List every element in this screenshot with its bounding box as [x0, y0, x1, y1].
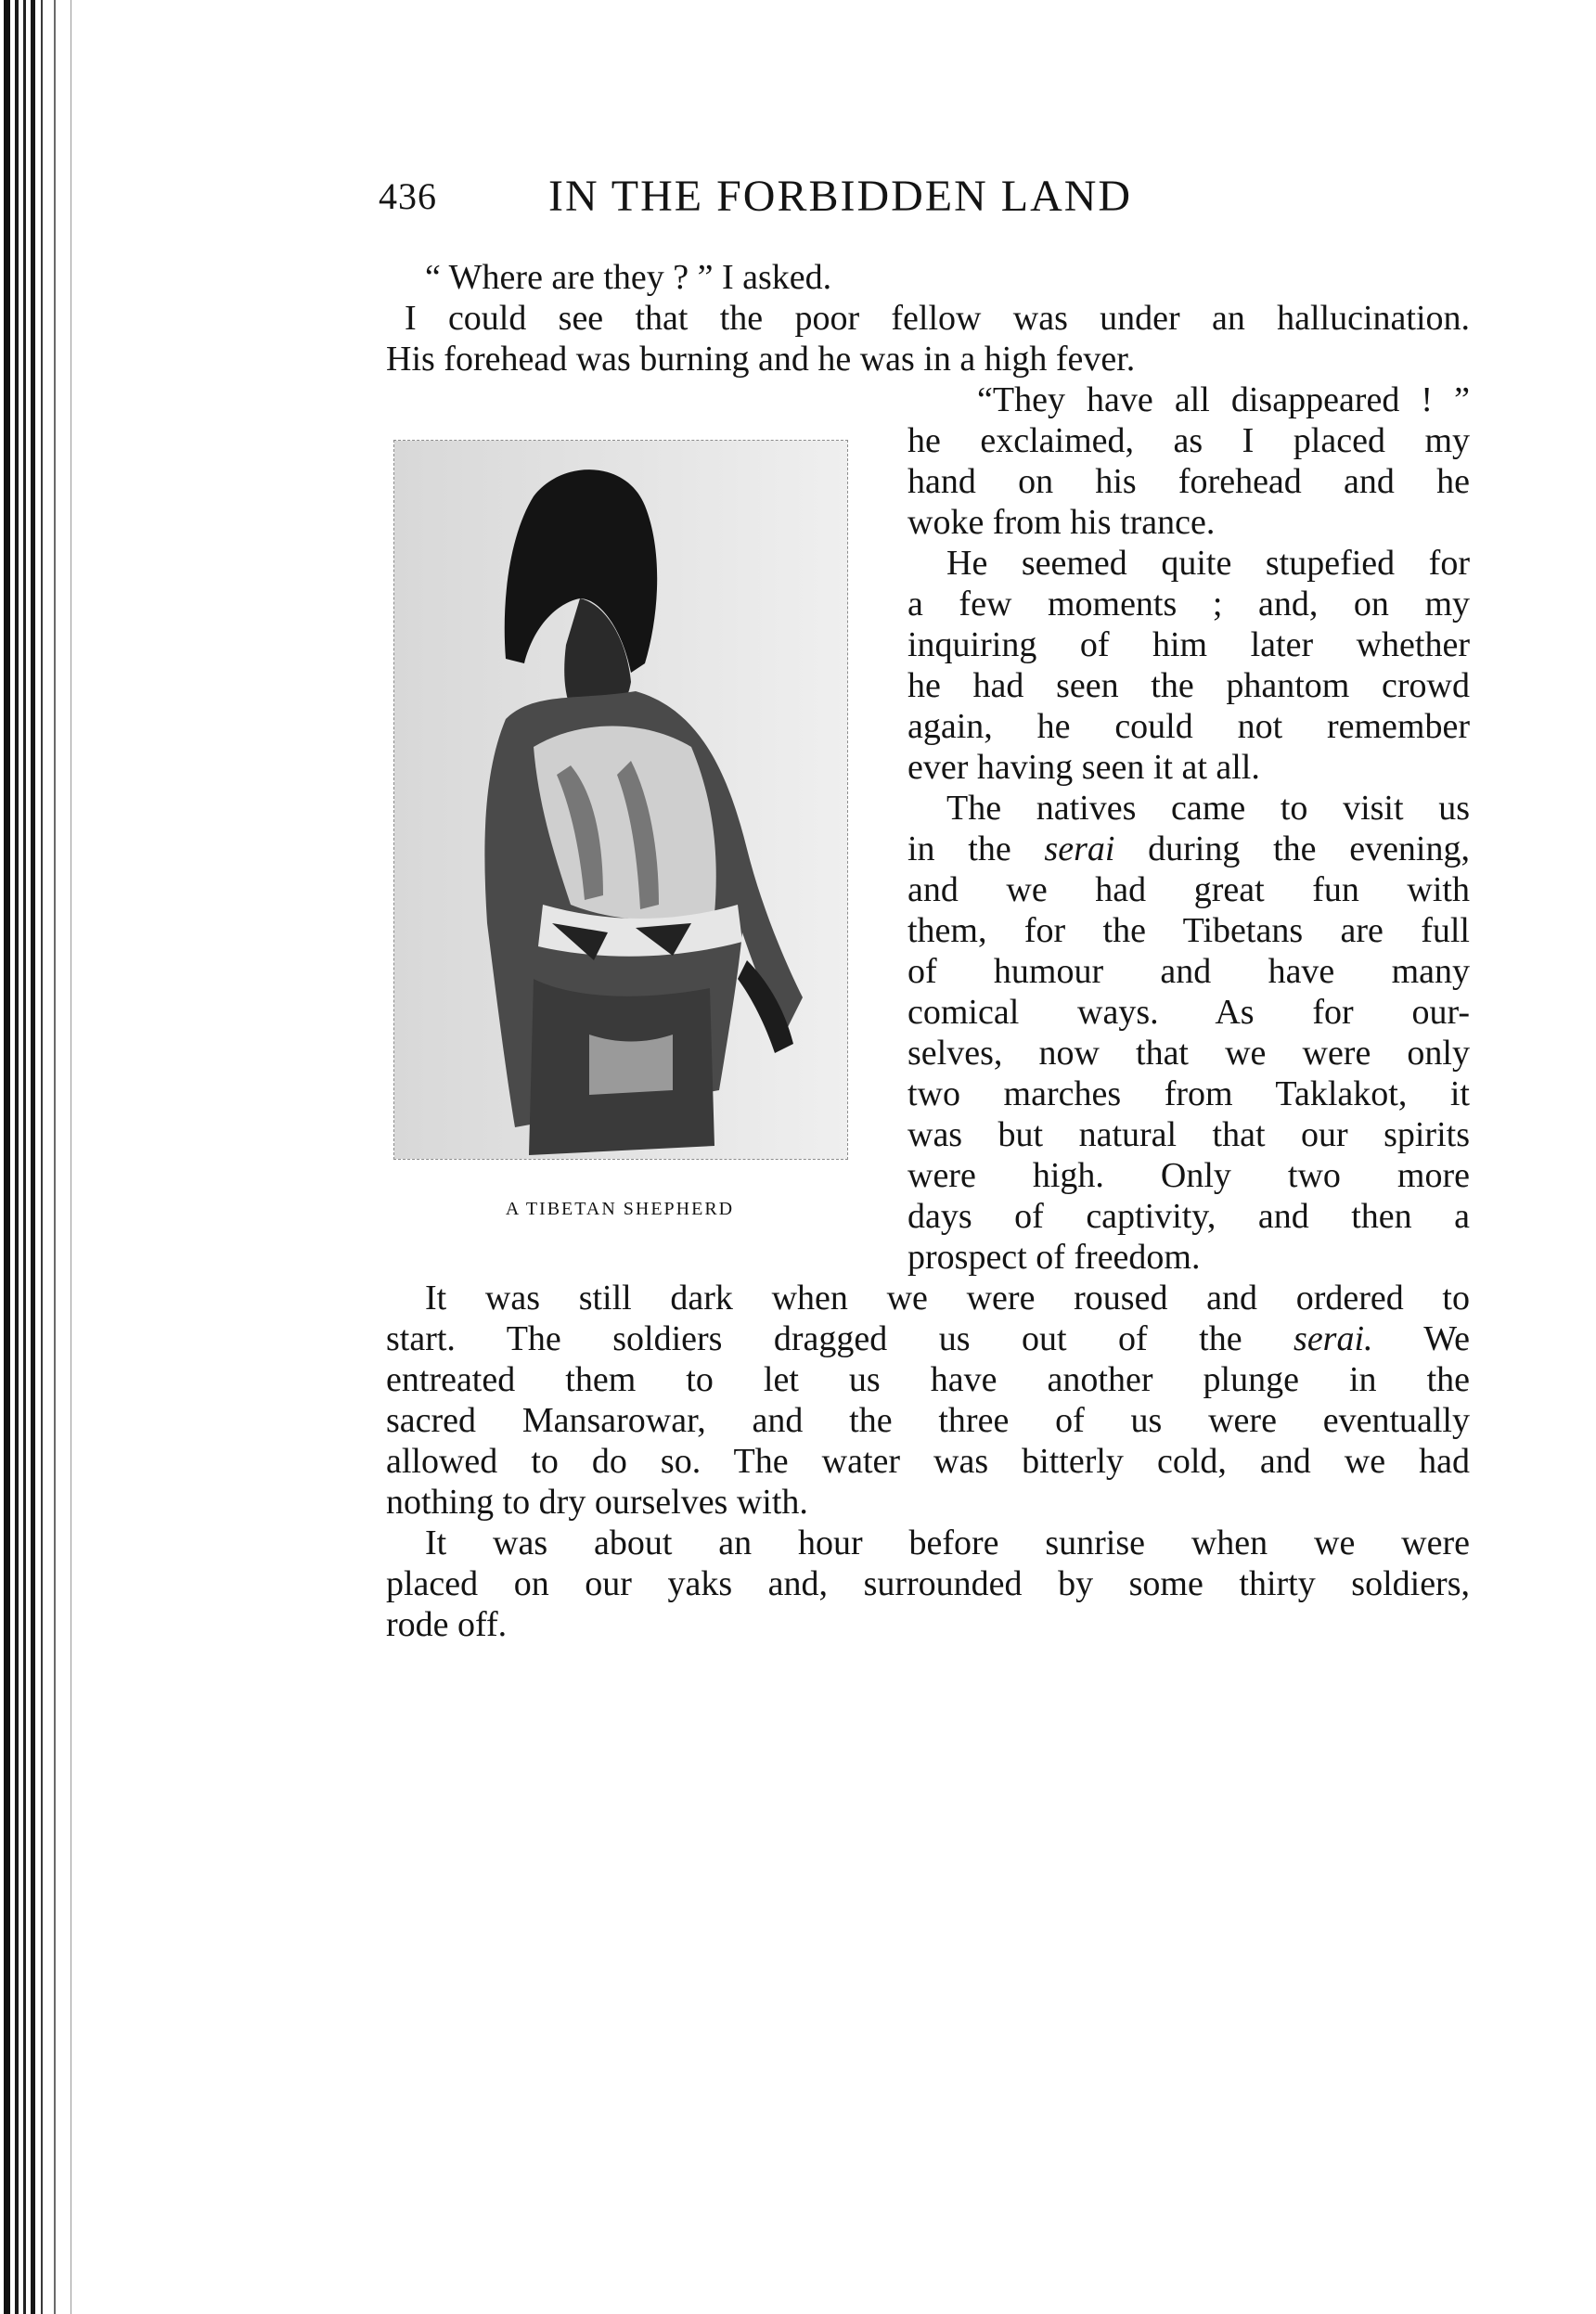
- text-line: woke from his trance.: [907, 503, 1216, 542]
- text-line: I could see that the poor fellow was under an hallucination.: [405, 299, 1470, 338]
- text-span: We: [1372, 1319, 1470, 1358]
- text-line: he had seen the phantom crowd: [907, 666, 1470, 705]
- text-line: The natives came to visit us: [946, 789, 1470, 828]
- running-title: IN THE FORBIDDEN LAND: [548, 172, 1133, 221]
- text-line: [907, 829, 1470, 869]
- text-line: days of captivity, and then a: [907, 1197, 1470, 1236]
- binding-edge: [0, 0, 85, 2314]
- text-line: His forehead was burning and he was in a high fever.: [386, 340, 1136, 379]
- text-line: hand on his forehead and he: [907, 462, 1470, 501]
- text-span: start. The soldiers dragged us out of the: [386, 1319, 1294, 1358]
- italic-word: serai.: [1294, 1319, 1373, 1358]
- text-line: It was still dark when we were roused and ordered to: [425, 1279, 1470, 1318]
- text-line: “ Where are they ? ” I asked.: [425, 258, 832, 297]
- page-number: 436: [379, 175, 437, 217]
- text-line: nothing to dry ourselves with.: [386, 1483, 808, 1522]
- text-line: ever having seen it at all.: [907, 748, 1260, 787]
- text-line: a few moments ; and, on my: [907, 585, 1470, 623]
- text-span: during the evening,: [1114, 829, 1470, 868]
- text-line: two marches from Taklakot, it: [907, 1074, 1470, 1113]
- text-line: [386, 1318, 1470, 1359]
- text-line: comical ways. As for our-: [907, 993, 1470, 1032]
- text-span: in the: [907, 829, 1045, 868]
- page-header: [379, 174, 1299, 239]
- text-line: selves, now that we were only: [907, 1034, 1470, 1073]
- text-line: allowed to do so. The water was bitterly cold, and we had: [386, 1442, 1470, 1481]
- text-line: “They have all disappeared ! ”: [977, 380, 1470, 419]
- text-line: and we had great fun with: [907, 870, 1470, 909]
- text-line: again, he could not remember: [907, 707, 1470, 746]
- text-line: them, for the Tibetans are full: [907, 911, 1470, 950]
- text-line: was but natural that our spirits: [907, 1115, 1470, 1154]
- text-line: inquiring of him later whether: [907, 625, 1470, 664]
- text-line: It was about an hour before sunrise when we were: [425, 1523, 1470, 1562]
- text-line: he exclaimed, as I placed my: [907, 421, 1470, 460]
- text-line: of humour and have many: [907, 952, 1470, 991]
- shepherd-photograph: [393, 440, 848, 1160]
- figure-caption: A TIBETAN SHEPHERD: [505, 1199, 735, 1219]
- italic-word: serai: [1044, 829, 1115, 868]
- text-line: He seemed quite stupefied for: [946, 544, 1470, 583]
- text-line: sacred Mansarowar, and the three of us were eventually: [386, 1401, 1470, 1440]
- text-line: prospect of freedom.: [907, 1238, 1201, 1277]
- text-line: entreated them to let us have another plunge in the: [386, 1360, 1470, 1399]
- text-line: were high. Only two more: [907, 1156, 1470, 1195]
- text-line: placed on our yaks and, surrounded by some thirty soldiers,: [386, 1564, 1470, 1603]
- text-line: rode off.: [386, 1605, 508, 1644]
